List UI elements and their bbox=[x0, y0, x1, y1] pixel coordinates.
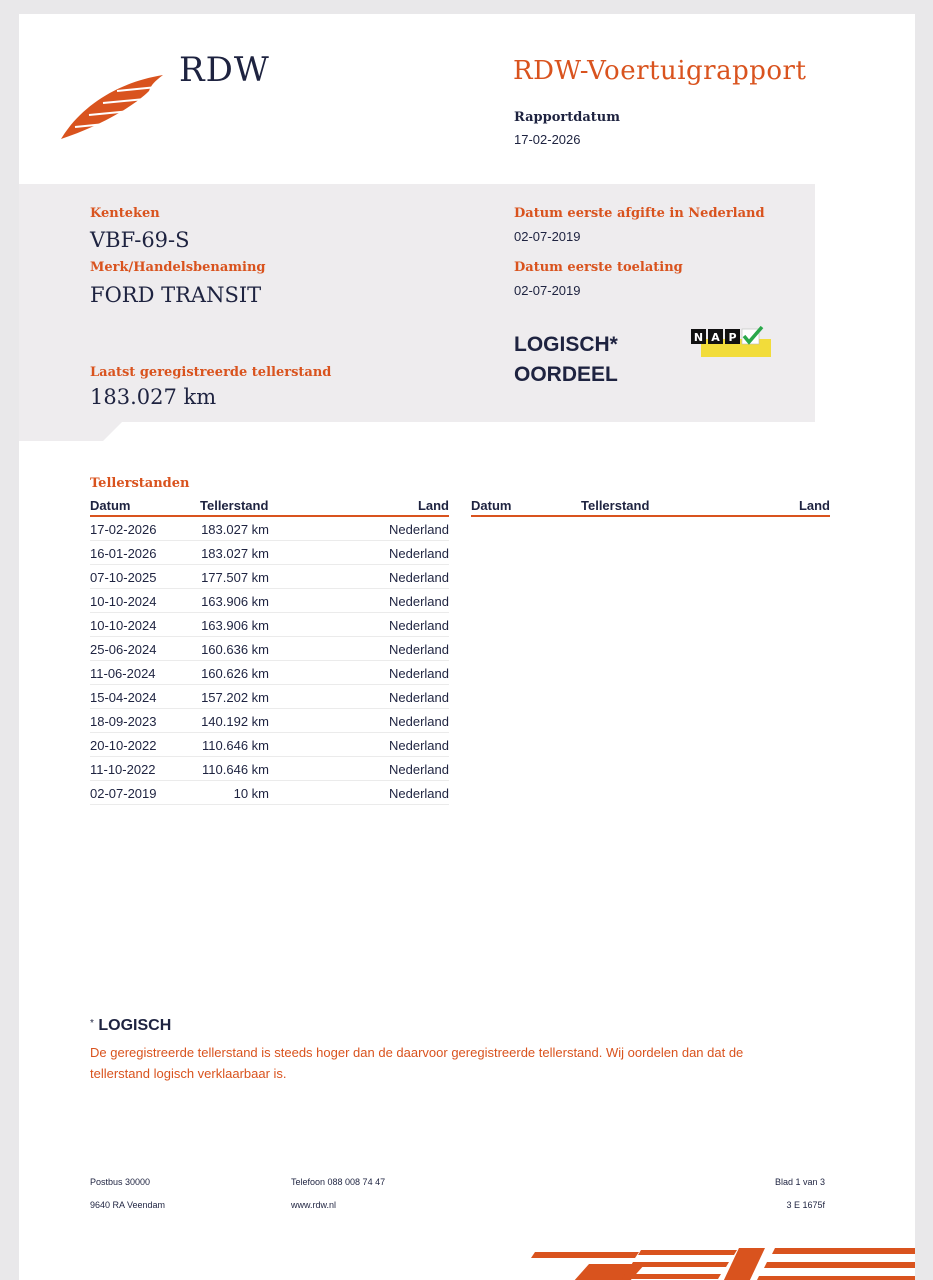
cell-country: Nederland bbox=[389, 690, 449, 705]
plate-value: VBF-69-S bbox=[90, 228, 190, 252]
cell-country: Nederland bbox=[389, 714, 449, 729]
odometer-value: 183.027 km bbox=[90, 385, 217, 409]
note-title-text: LOGISCH bbox=[98, 1017, 172, 1034]
cell-country: Nederland bbox=[389, 642, 449, 657]
footer-phone: Telefoon 088 008 74 47 bbox=[291, 1177, 386, 1187]
report-title: RDW-Voertuigrapport bbox=[513, 56, 807, 86]
cell-reading: 163.906 km bbox=[201, 618, 269, 633]
note-text: De geregistreerde tellerstand is steeds hoger dan de daarvoor geregistreerde tellerstand. Wij oordelen dan dat de tellerstand logisch verklaarbaar is. bbox=[90, 1045, 744, 1081]
table-row bbox=[90, 685, 449, 709]
cell-reading: 110.646 km bbox=[202, 762, 269, 777]
cell-country: Nederland bbox=[389, 762, 449, 777]
table-header bbox=[90, 498, 449, 517]
cell-date: 10-10-2024 bbox=[90, 594, 157, 609]
cell-date: 20-10-2022 bbox=[90, 738, 157, 753]
cell-reading: 160.626 km bbox=[201, 666, 269, 681]
table-row bbox=[90, 541, 449, 565]
col-header-reading: Tellerstand bbox=[200, 498, 269, 513]
report-date-label: Rapportdatum bbox=[514, 110, 620, 125]
cell-reading: 183.027 km bbox=[201, 522, 269, 537]
verdict-label: OORDEEL bbox=[514, 363, 618, 386]
table-row bbox=[90, 709, 449, 733]
verdict-value: LOGISCH* bbox=[514, 333, 618, 356]
readings-rows bbox=[90, 517, 449, 805]
col-header-reading: Tellerstand bbox=[581, 498, 650, 513]
col-header-country: Land bbox=[417, 498, 449, 513]
nap-check-icon bbox=[689, 325, 773, 359]
odometer-label: Laatst geregistreerde tellerstand bbox=[90, 365, 332, 380]
note-title bbox=[90, 1017, 171, 1035]
rdw-logo-icon bbox=[59, 69, 165, 141]
table-row bbox=[90, 757, 449, 781]
readings-table-left bbox=[90, 498, 449, 805]
cell-date: 07-10-2025 bbox=[90, 570, 157, 585]
table-header bbox=[471, 498, 830, 517]
first-admission-label: Datum eerste toelating bbox=[514, 260, 683, 275]
table-row bbox=[90, 589, 449, 613]
cell-reading: 163.906 km bbox=[201, 594, 269, 609]
footer-page-number: Blad 1 van 3 bbox=[774, 1177, 825, 1187]
cell-date: 11-06-2024 bbox=[90, 666, 156, 681]
table-row bbox=[90, 661, 449, 685]
cell-country: Nederland bbox=[389, 570, 449, 585]
first-issue-label: Datum eerste afgifte in Nederland bbox=[514, 206, 765, 221]
footer-address-1: Postbus 30000 bbox=[90, 1177, 151, 1187]
readings-table-right bbox=[471, 498, 830, 517]
table-row bbox=[90, 517, 449, 541]
col-header-date: Datum bbox=[90, 498, 131, 513]
cell-reading: 157.202 km bbox=[201, 690, 269, 705]
cell-date: 17-02-2026 bbox=[90, 522, 157, 537]
col-header-country: Land bbox=[798, 498, 830, 513]
nap-letter-n: N bbox=[693, 331, 704, 344]
cell-date: 25-06-2024 bbox=[90, 642, 157, 657]
first-issue-value: 02-07-2019 bbox=[514, 229, 581, 244]
rdw-stripes-icon bbox=[529, 1242, 915, 1280]
cell-date: 15-04-2024 bbox=[90, 690, 157, 705]
report-page bbox=[19, 14, 915, 1280]
footer-website: www.rdw.nl bbox=[291, 1200, 337, 1210]
cell-date: 18-09-2023 bbox=[90, 714, 157, 729]
cell-country: Nederland bbox=[389, 522, 449, 537]
cell-reading: 10 km bbox=[233, 786, 269, 801]
cell-country: Nederland bbox=[389, 546, 449, 561]
readings-title: Tellerstanden bbox=[90, 476, 190, 491]
cell-reading: 160.636 km bbox=[201, 642, 269, 657]
cell-country: Nederland bbox=[389, 594, 449, 609]
report-date: 17-02-2026 bbox=[514, 132, 581, 147]
footer-doc-code: 3 E 1675f bbox=[786, 1200, 825, 1210]
cell-country: Nederland bbox=[389, 738, 449, 753]
col-header-date: Datum bbox=[471, 498, 512, 513]
nap-letter-p: P bbox=[728, 331, 737, 344]
cell-country: Nederland bbox=[389, 666, 449, 681]
box-notch bbox=[19, 421, 123, 441]
cell-reading: 177.507 km bbox=[201, 570, 269, 585]
footer-address-2: 9640 RA Veendam bbox=[90, 1200, 166, 1210]
first-admission-value: 02-07-2019 bbox=[514, 283, 581, 298]
brand-name: RDW bbox=[179, 50, 270, 90]
cell-date: 02-07-2019 bbox=[90, 786, 157, 801]
make-value: FORD TRANSIT bbox=[90, 283, 262, 307]
table-row bbox=[90, 565, 449, 589]
table-row bbox=[90, 733, 449, 757]
cell-country: Nederland bbox=[389, 618, 449, 633]
table-row bbox=[90, 781, 449, 805]
table-row bbox=[90, 637, 449, 661]
cell-reading: 140.192 km bbox=[201, 714, 269, 729]
cell-date: 16-01-2026 bbox=[90, 546, 157, 561]
note-marker: * bbox=[90, 1018, 94, 1029]
cell-date: 10-10-2024 bbox=[90, 618, 157, 633]
cell-reading: 183.027 km bbox=[201, 546, 269, 561]
vehicle-info-box bbox=[19, 184, 815, 422]
cell-country: Nederland bbox=[389, 786, 449, 801]
verdict bbox=[514, 330, 618, 390]
table-row bbox=[90, 613, 449, 637]
make-label: Merk/Handelsbenaming bbox=[90, 260, 266, 275]
cell-date: 11-10-2022 bbox=[90, 762, 156, 777]
cell-reading: 110.646 km bbox=[202, 738, 269, 753]
nap-letter-a: A bbox=[711, 331, 720, 344]
plate-label: Kenteken bbox=[90, 206, 160, 221]
